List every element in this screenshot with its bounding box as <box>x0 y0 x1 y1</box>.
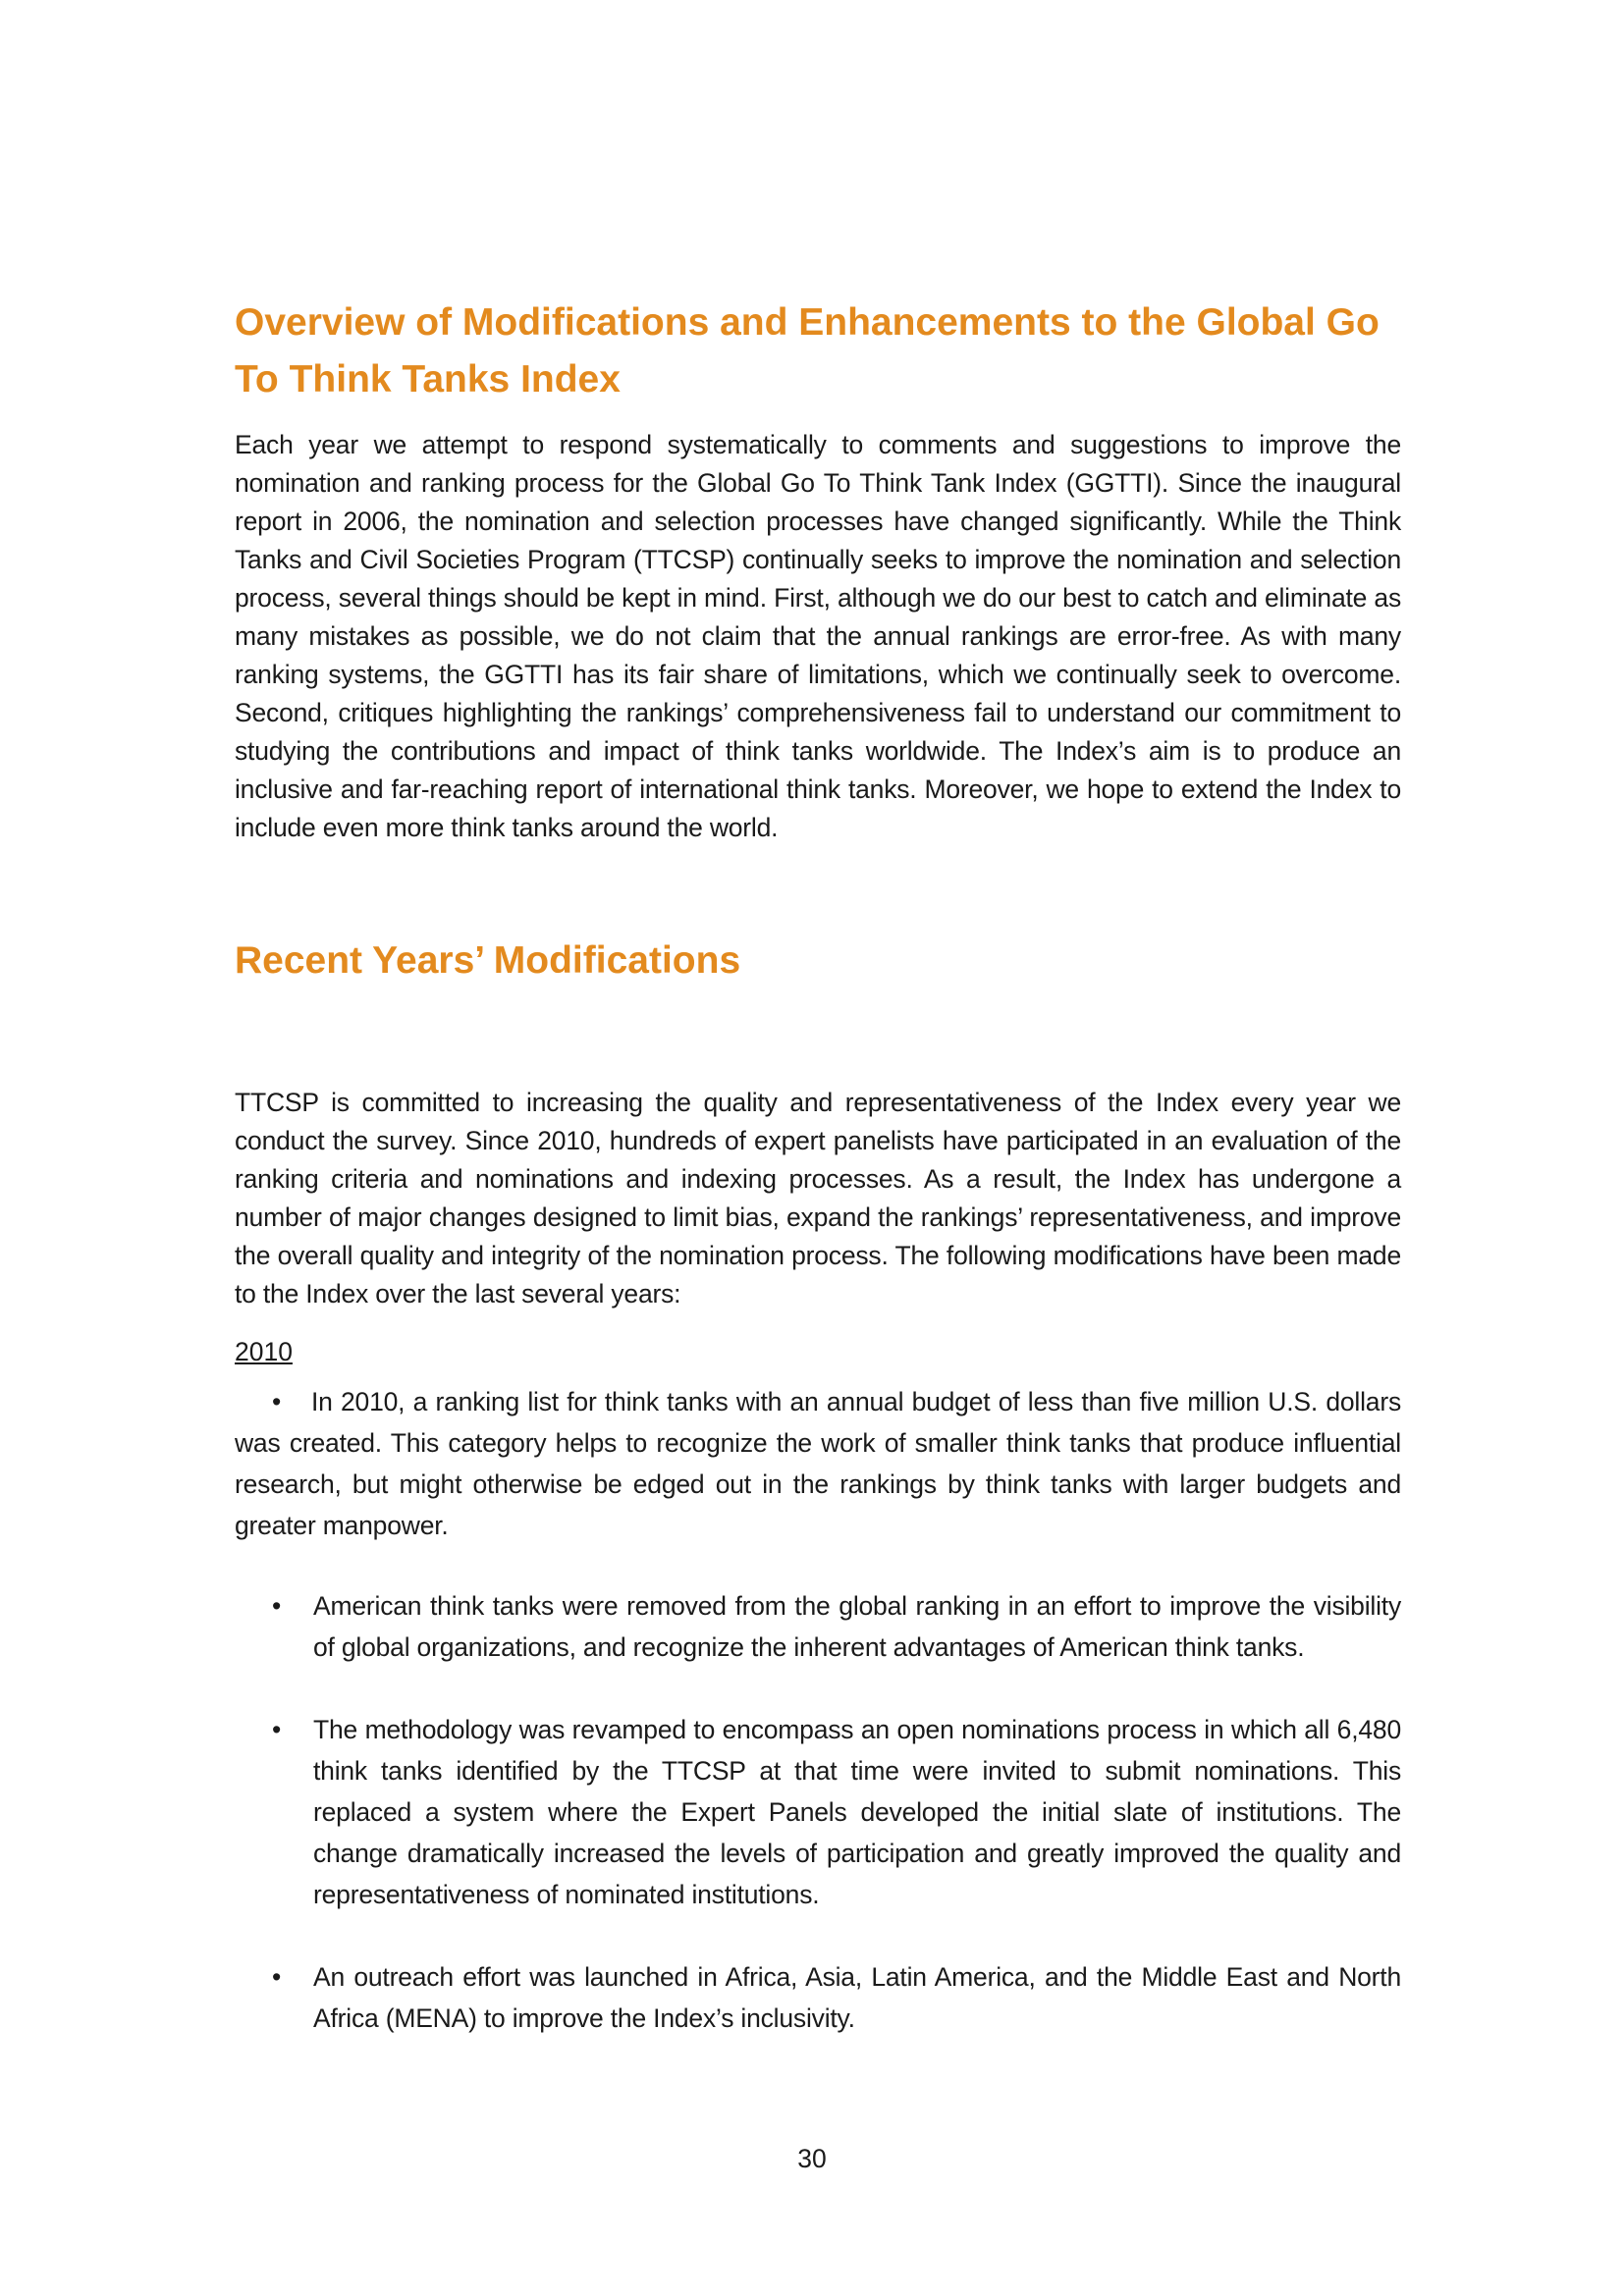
intro-paragraph: Each year we attempt to respond systematically to comments and suggestions to improve the nomination and ranking process for the Global Go To Think Tank Index (GGTTI). Since the inaugural report in 2006, the nomination and selection processes have changed significantly. While the Think Tanks and Civil Societies Program (TTCSP) continually seeks to improve the nomination and selection process, several things should be kept in mind. First, although we do our best to catch and eliminate as many mistakes as possible, we do not claim that the annual rankings are error-free. As with many ranking systems, the GGTTI has its fair share of limitations, which we continually seek to overcome. Second, critiques highlighting the rankings’ comprehensiveness fail to understand our commitment to studying the contributions and impact of think tanks worldwide. The Index’s aim is to produce an inclusive and far-reaching report of international think tanks. Moreover, we hope to extend the Index to include even more think tanks around the world. <box>235 430 1401 842</box>
page-number: 30 <box>797 2144 827 2173</box>
bullet-text: In 2010, a ranking list for think tanks with an annual budget of less than five million U.S. dollars was created. This category helps to recognize the work of smaller think tanks that produce influential research, but might otherwise be edged out in the rankings by think tanks with larger budgets and greater manpower. <box>235 1387 1401 1540</box>
year-label: 2010 <box>235 1337 293 1366</box>
bullet-text: An outreach effort was launched in Africa, Asia, Latin America, and the Middle East and North Africa (MENA) to improve the Index’s inclusivity. <box>313 1962 1401 2033</box>
bullet-icon: • <box>272 1715 282 1744</box>
bullet-icon: • <box>272 1962 282 1992</box>
bullet-icon: • <box>272 1387 282 1416</box>
main-heading: Overview of Modifications and Enhancements to the Global Go To Think Tanks Index <box>235 301 1380 400</box>
section-heading: Recent Years’ Modifications <box>235 939 741 982</box>
document-page <box>235 294 1401 2080</box>
bullet-item-first <box>235 1381 1401 1546</box>
bullet-text: The methodology was revamped to encompass an open nominations process in which all 6,480 think tanks identified by the TTCSP at that time were invited to submit nominations. This replaced a system where the Expert Panels developed the initial slate of institutions. The change dramatically increased the levels of participation and greatly improved the quality and representativeness of nominated institutions. <box>313 1715 1401 1909</box>
bullet-item <box>235 1709 1401 1915</box>
section-paragraph: TTCSP is committed to increasing the quality and representativeness of the Index every year we conduct the survey. Since 2010, hundreds of expert panelists have participated in an evaluation of the ranking criteria and nominations and indexing processes. As a result, the Index has undergone a number of major changes designed to limit bias, expand the rankings’ representativeness, and improve the overall quality and integrity of the nomination process. The following modifications have been made to the Index over the last several years: <box>235 1088 1401 1308</box>
bullet-item <box>235 1585 1401 1668</box>
bullet-item <box>235 1956 1401 2039</box>
bullet-icon: • <box>272 1591 282 1621</box>
bullet-list <box>235 1585 1401 2039</box>
bullet-text: American think tanks were removed from the global ranking in an effort to improve the visibility of global organizations, and recognize the inherent advantages of American think tanks. <box>313 1591 1401 1662</box>
